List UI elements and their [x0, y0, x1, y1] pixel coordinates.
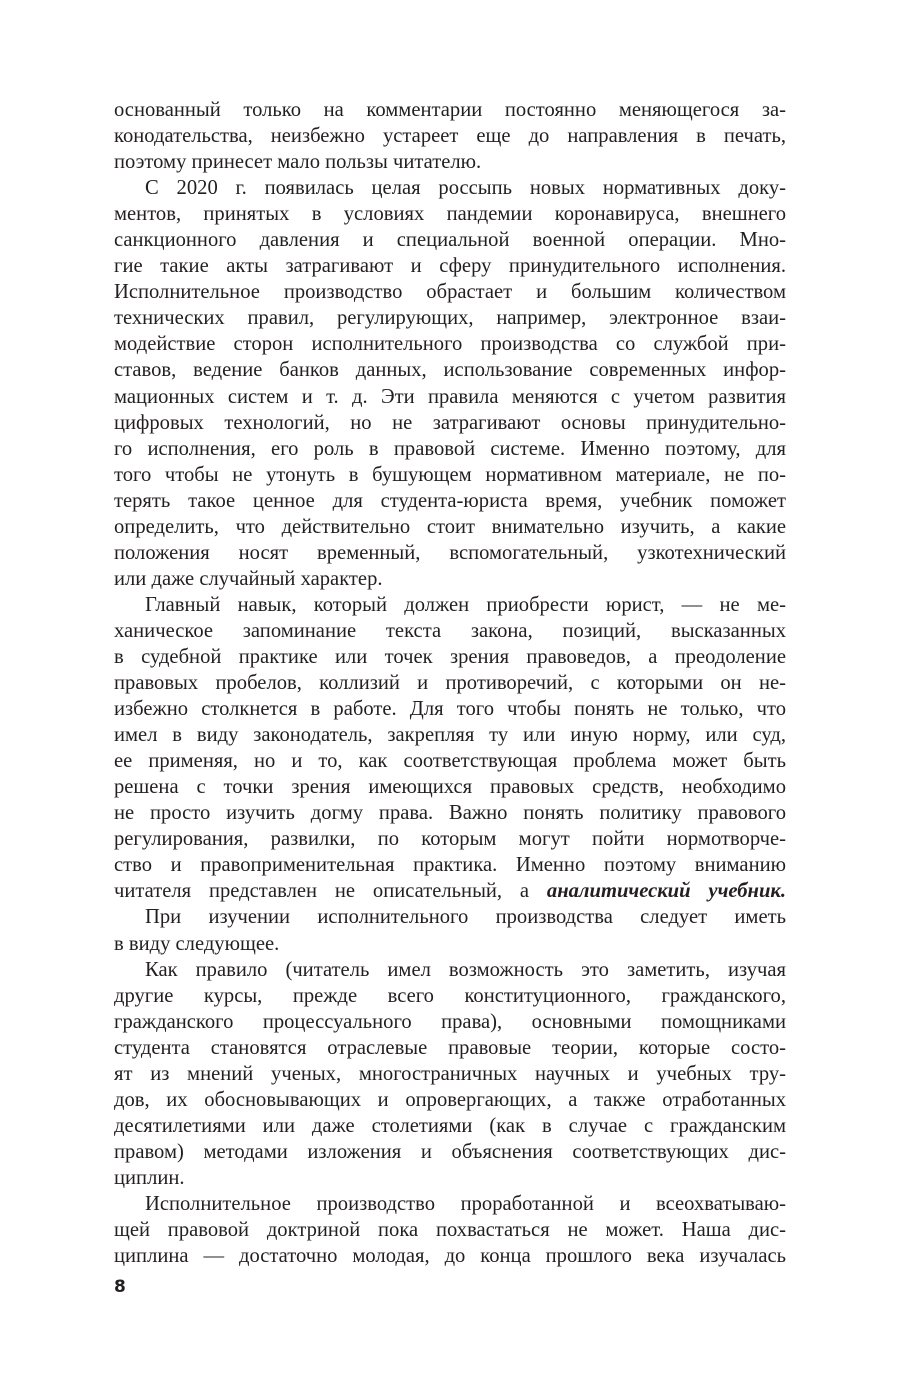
- text-line: положения носят временный, вспомогательный, узкотехнический: [114, 541, 786, 564]
- emphasized-term: аналитический учебник.: [546, 880, 786, 903]
- text-line: циплин.: [114, 1166, 185, 1189]
- text-line: технических правил, регулирующих, например, электронное взаи-: [114, 307, 786, 330]
- text-line: другие курсы, прежде всего конституционного, гражданского,: [114, 984, 786, 1007]
- text-line: избежно столкнется в работе. Для того чтобы понять не только, что: [114, 698, 786, 721]
- text-line: ментов, принятых в условиях пандемии коронавируса, внешнего: [114, 203, 786, 226]
- text-line: ставов, ведение банков данных, использование современных инфор-: [114, 359, 786, 382]
- text-line: поэтому принесет мало пользы читателю.: [114, 151, 482, 174]
- text-line: щей правовой доктриной пока похвастаться не может. Наша дис-: [114, 1219, 786, 1242]
- body-text: [114, 97, 786, 1269]
- text-line: Как правило (читатель имел возможность это заметить, изучая: [145, 958, 786, 981]
- text-line: Исполнительное производство обрастает и большим количеством: [114, 281, 786, 304]
- paragraph: [114, 175, 786, 592]
- text-line: санкционного давления и специальной военной операции. Мно-: [114, 229, 786, 252]
- text-line: ят из мнений ученых, многостраничных научных и учебных тру-: [114, 1062, 786, 1085]
- text-line: ханическое запоминание текста закона, позиций, высказанных: [114, 619, 786, 642]
- text-line: студента становятся отраслевые правовые теории, которые состо-: [114, 1036, 786, 1059]
- paragraph: [114, 97, 786, 175]
- text-line: того чтобы не утонуть в бушующем нормативном материале, не по-: [114, 463, 786, 486]
- text-line: основанный только на комментарии постоянно меняющегося за-: [114, 99, 786, 121]
- text-line: модействие сторон исполнительного производства со службой при-: [114, 333, 786, 356]
- text-line: не просто изучить догму права. Важно понять политику правового: [114, 802, 786, 825]
- text-line: правом) методами изложения и объяснения соответствующих дис-: [114, 1140, 786, 1163]
- text-line: цифровых технологий, но не затрагивают основы принудительно-: [114, 411, 786, 434]
- paragraph: [114, 957, 786, 1191]
- text-line: гражданского процессуального права), основными помощниками: [114, 1010, 786, 1033]
- text-line: определить, что действительно стоит внимательно изучить, а какие: [114, 515, 786, 538]
- text-line: решена с точки зрения имеющихся правовых средств, необходимо: [114, 776, 786, 799]
- text-line: регулирования, развилки, по которым могут пойти нормотворче-: [114, 828, 786, 851]
- paragraph: [114, 904, 786, 956]
- text-line: в виду следующее.: [114, 932, 280, 955]
- text-line: имел в виду законодатель, закрепляя ту или иную норму, или суд,: [114, 724, 786, 747]
- text-line: Исполнительное производство проработанной и всеохватываю-: [145, 1192, 786, 1215]
- text-line: конодательства, неизбежно устареет еще до направления в печать,: [114, 125, 786, 148]
- text-line: терять такое ценное для студента-юриста время, учебник поможет: [114, 489, 786, 512]
- paragraph: [114, 592, 786, 905]
- text-line: мационных систем и т. д. Эти правила меняются с учетом развития: [114, 385, 786, 408]
- text-line: При изучении исполнительного производства следует иметь: [145, 906, 786, 929]
- text-line: [114, 878, 786, 904]
- text-line: го исполнения, его роль в правовой системе. Именно поэтому, для: [114, 437, 786, 460]
- text-line: десятилетиями или даже столетиями (как в случае с гражданским: [114, 1114, 786, 1137]
- text-line: Главный навык, который должен приобрести юрист, — не ме-: [145, 593, 786, 616]
- text-line: в судебной практике или точек зрения правоведов, а преодоление: [114, 645, 786, 668]
- text-line: или даже случайный характер.: [114, 567, 383, 590]
- text-line: дов, их обосновывающих и опровергающих, а также отработанных: [114, 1088, 786, 1111]
- paragraph: [114, 1191, 786, 1269]
- text-line: ее применяя, но и то, как соответствующая проблема может быть: [114, 750, 786, 773]
- text-fragment: читателя представлен не описательный, а: [114, 880, 547, 903]
- page-number: 8: [114, 1277, 126, 1297]
- text-line: циплина — достаточно молодая, до конца прошлого века изучалась: [114, 1245, 786, 1268]
- text-line: гие такие акты затрагивают и сферу принудительного исполнения.: [114, 255, 786, 278]
- text-line: ство и правоприменительная практика. Именно поэтому вниманию: [114, 854, 786, 877]
- text-line: С 2020 г. появилась целая россыпь новых нормативных доку-: [145, 177, 786, 200]
- text-line: правовых пробелов, коллизий и противоречий, с которыми он не-: [114, 672, 786, 695]
